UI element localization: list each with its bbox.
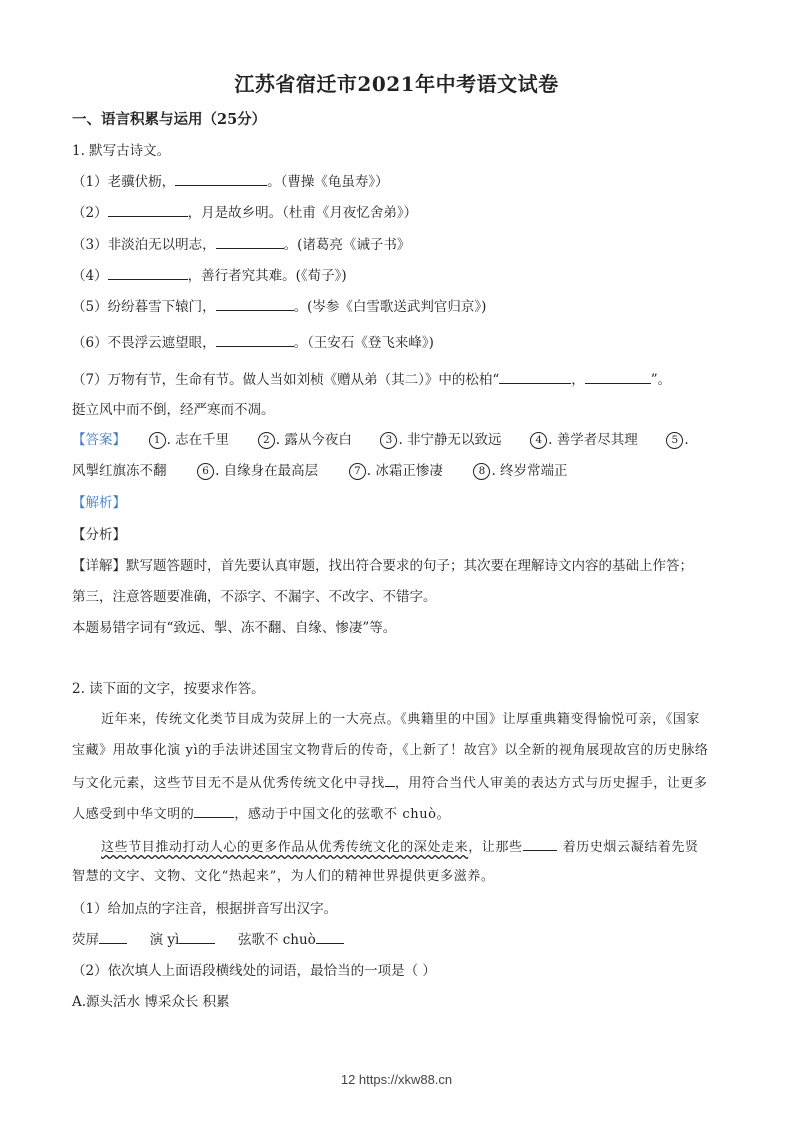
item-prefix: （3）非淡泊无以明志， bbox=[72, 237, 216, 253]
item-prefix: （6）不畏浮云遮望眼， bbox=[72, 335, 216, 351]
passage-text: 着历史烟云凝结着先贤 bbox=[562, 840, 699, 855]
q1-item-4 bbox=[72, 265, 347, 286]
passage-text: ，感动于中国文化的弦歌不 chuò。 bbox=[234, 807, 451, 822]
answers-line-2 bbox=[72, 461, 568, 481]
item-prefix: （7）万物有节，生命有节。做人当如刘桢《赠从弟（其二）》中的松柏“ bbox=[72, 372, 500, 388]
q1-item-5 bbox=[72, 296, 486, 317]
item-prefix: （5）纷纷暮雪下辕门， bbox=[72, 299, 216, 315]
circled-number: 8 bbox=[473, 463, 490, 480]
answer-text: . 非宁静无以致远 bbox=[398, 432, 502, 448]
item-suffix: ，善行者究其难。(《荀子》) bbox=[187, 268, 347, 284]
passage-text: ，用符合当代人审美的表达方式与历史握手，让更多 bbox=[394, 776, 708, 791]
circled-number: 6 bbox=[197, 463, 214, 480]
item-suffix: 。(诸葛亮《诫子书》 bbox=[283, 237, 411, 253]
pinyin-item: 弦歌不 chuò bbox=[237, 932, 316, 948]
passage-text: 人感受到中华文明的 bbox=[72, 807, 195, 822]
answer-text: . 露从今夜白 bbox=[275, 432, 352, 448]
q1-item-3 bbox=[72, 234, 410, 255]
question-2-stem: 2. 读下面的文字，按要求作答。 bbox=[72, 681, 265, 697]
sub-question-2: （2）依次填人上面语段横线处的词语，最恰当的一项是（ ） bbox=[72, 963, 436, 979]
question-1-stem: 1. 默写古诗文。 bbox=[72, 143, 171, 159]
answer-blank bbox=[216, 234, 284, 249]
item-separator: ， bbox=[571, 372, 585, 388]
answer-text: . 自缘身在最高层 bbox=[215, 463, 319, 479]
answer-blank bbox=[216, 296, 294, 311]
answer-blank bbox=[108, 265, 188, 280]
answer-text: . bbox=[684, 432, 689, 448]
item-prefix: （2） bbox=[72, 205, 108, 221]
answer-label: 【答案】 bbox=[72, 432, 126, 448]
option-a: A.源头活水 博采众长 积累 bbox=[72, 994, 230, 1010]
q1-item-2 bbox=[72, 202, 417, 223]
circled-number: 4 bbox=[530, 432, 547, 449]
wavy-underlined-sentence: 这些节目推动打动人心的更多作品从优秀传统文化的深处走来 bbox=[101, 840, 469, 855]
circled-number: 2 bbox=[258, 432, 275, 449]
page-footer: 12 https://xkw88.cn bbox=[340, 1072, 453, 1087]
passage-line-4 bbox=[72, 803, 450, 825]
detail-line-3: 本题易错字词有“致远、掣、冻不翻、自缘、惨凄”等。 bbox=[72, 620, 397, 636]
answer-blank bbox=[99, 929, 127, 944]
item-suffix: 。（王安石《登飞来峰》) bbox=[293, 335, 434, 351]
answers-line-1 bbox=[72, 430, 689, 450]
answer-blank bbox=[385, 772, 395, 787]
answer-blank bbox=[194, 803, 234, 818]
q1-item-7-cont: 挺立风中而不倒，经严寒而不凋。 bbox=[72, 402, 275, 418]
circled-number: 5 bbox=[666, 432, 683, 449]
analysis-label: 【解析】 bbox=[72, 495, 126, 511]
pinyin-item: 荧屏 bbox=[72, 932, 99, 948]
fenxi-label: 【分析】 bbox=[72, 527, 126, 543]
answer-text: . 冰霜正惨凄 bbox=[366, 463, 443, 479]
passage-line-5 bbox=[101, 836, 699, 858]
circled-number: 1 bbox=[149, 432, 166, 449]
q1-item-7 bbox=[72, 369, 671, 390]
item-suffix: 。（曹操《龟虽寿》） bbox=[267, 174, 389, 190]
detail-line-2: 第三，注意答题要准确，不添字、不漏字、不改字、不错字。 bbox=[72, 589, 437, 605]
detail-line-1: 【详解】默写题答题时，首先要认真审题，找出符合要求的句子；其次要在理解诗文内容的基础上作答； bbox=[72, 558, 693, 574]
answer-blank bbox=[499, 369, 571, 384]
passage-line-1: 近年来，传统文化类节目成为荧屏上的一大亮点。《典籍里的中国》让厚重典籍变得愉悦可亲，《国家 bbox=[101, 712, 701, 727]
item-suffix: ”。 bbox=[650, 372, 672, 388]
passage-line-6: 智慧的文字、文物、文化“热起来”，为人们的精神世界提供更多滋养。 bbox=[72, 869, 495, 884]
answer-text: . 善学者尽其理 bbox=[548, 432, 638, 448]
passage-line-3 bbox=[72, 772, 708, 794]
circled-number: 3 bbox=[380, 432, 397, 449]
item-suffix: ，月是故乡明。（杜甫《月夜忆舍弟》） bbox=[187, 205, 418, 221]
answer-text: . 志在千里 bbox=[166, 432, 230, 448]
passage-text: 与文化元素，这些节目无不是从优秀传统文化中寻找 bbox=[72, 776, 385, 791]
item-prefix: （1）老骥伏枥， bbox=[72, 174, 176, 190]
passage-line-2: 宝藏》用故事化演 yì的手法讲述国宝文物背后的传奇，《上新了！故宫》以全新的视角展现故宫的历史脉络 bbox=[72, 743, 709, 758]
answer-blank bbox=[179, 929, 215, 944]
answer-text: . 终岁常端正 bbox=[491, 463, 568, 479]
circled-number: 7 bbox=[349, 463, 366, 480]
passage-text: ，让那些 bbox=[468, 840, 523, 855]
answer-blank bbox=[585, 369, 651, 384]
answer-text: 风掣红旗冻不翻 bbox=[72, 463, 167, 479]
answer-blank bbox=[108, 202, 188, 217]
page-title: 江苏省宿迁市2021年中考语文试卷 bbox=[234, 72, 559, 96]
item-suffix: 。(岑参《白雪歌送武判官归京》) bbox=[293, 299, 487, 315]
answer-blank bbox=[175, 171, 267, 186]
q1-item-6 bbox=[72, 332, 434, 353]
sub-question-1: （1）给加点的字注音，根据拼音写出汉字。 bbox=[72, 901, 338, 917]
pinyin-items bbox=[72, 929, 344, 950]
item-prefix: （4） bbox=[72, 268, 108, 284]
pinyin-item: 演 yì bbox=[149, 932, 180, 948]
answer-blank bbox=[523, 836, 557, 851]
answer-blank bbox=[316, 929, 344, 944]
section-heading: 一、语言积累与运用（25分） bbox=[72, 111, 267, 128]
answer-blank bbox=[216, 332, 294, 347]
q1-item-1 bbox=[72, 171, 389, 192]
